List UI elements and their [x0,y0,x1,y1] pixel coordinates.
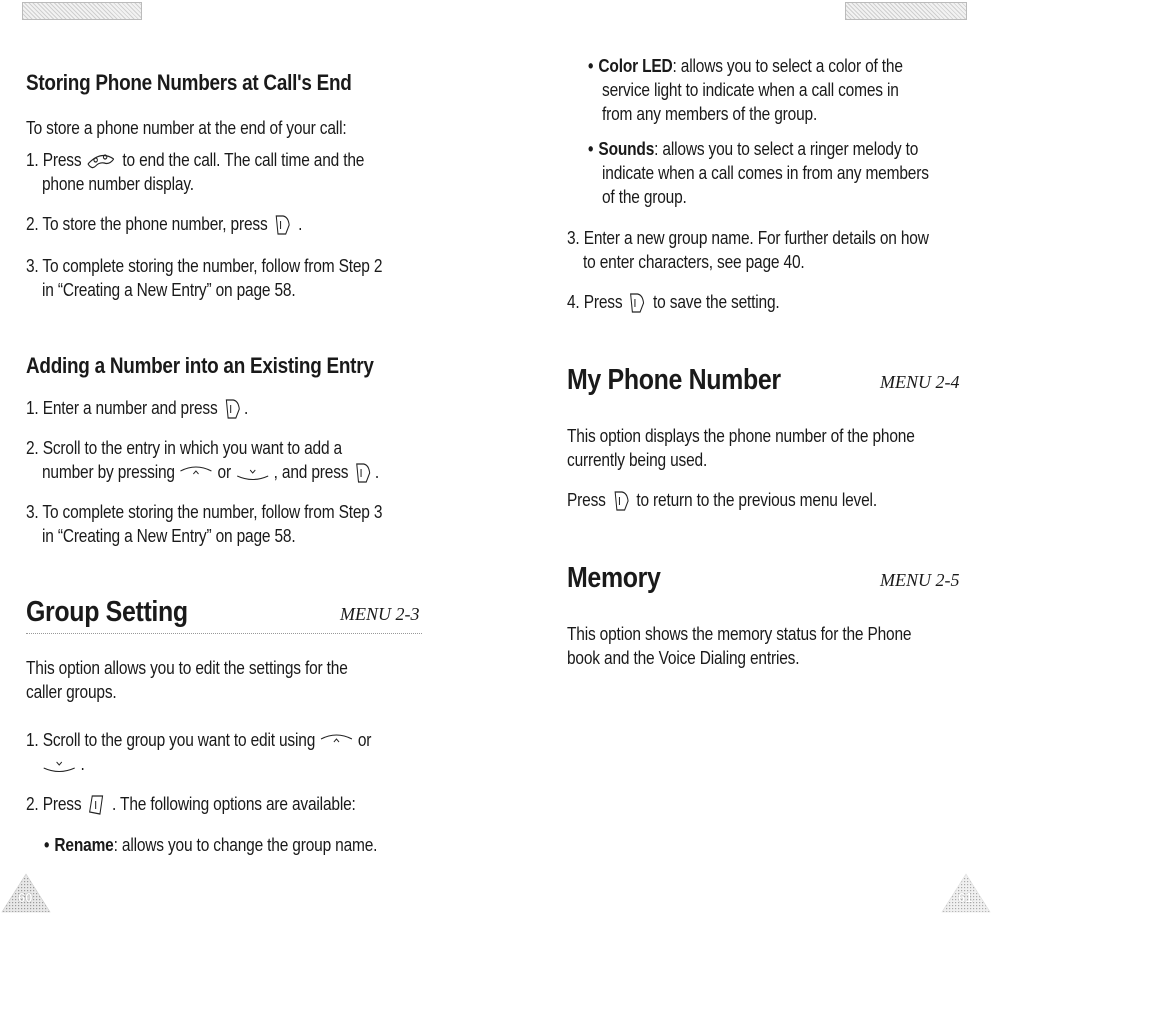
soft-key-icon [272,213,294,237]
my-number-text: This option displays the phone number of the phone [567,426,915,446]
adding-step2: 2. Scroll to the entry in which you want to add a [26,438,342,458]
storing-step1 [26,148,364,172]
right-step3-cont: to enter characters, see page 40. [583,252,805,272]
storing-step2 [26,212,302,237]
text: . [374,462,379,482]
adding-step3-cont: in “Creating a New Entry” on page 58. [42,526,296,546]
adding-step2-cont [42,460,379,485]
section-rule [26,633,422,634]
sounds-cont2: of the group. [602,187,687,207]
my-number-text-cont: currently being used. [567,450,708,470]
group-intro: This option allows you to edit the settings for the [26,658,348,678]
sounds-option [588,137,918,161]
text: 2. To store the phone number, press [26,214,268,234]
text: 4. Press [567,292,623,312]
group-intro-cont: caller groups. [26,682,117,702]
page-number: 60 [18,890,33,905]
heading-memory: Memory [567,562,661,594]
memory-text-cont: book and the Voice Dialing entries. [567,648,800,668]
soft-key-icon [222,397,244,421]
heading-group-setting: Group Setting [26,596,188,628]
group-step2 [26,792,356,817]
heading-adding: Adding a Number into an Existing Entry [26,353,374,378]
bullet [44,835,54,855]
adding-step1 [26,396,248,421]
text: to end the call. The call time and the [122,150,365,170]
rename-option [44,833,377,857]
menu-key-icon [86,793,108,817]
down-key-icon [42,757,76,773]
storing-step1-cont: phone number display. [42,174,194,194]
text: or [357,730,372,750]
left-header-box [22,2,142,20]
up-key-icon [179,465,213,481]
end-key-icon [86,150,119,172]
bullet [588,56,598,76]
sounds-cont1: indicate when a call comes in from any members [602,163,929,183]
menu-code: MENU 2-4 [880,372,960,392]
heading-storing: Storing Phone Numbers at Call's End [26,70,352,95]
text: Press [567,490,606,510]
group-step1 [26,728,371,752]
right-step3: 3. Enter a new group name. For further details on how [567,228,929,248]
storing-intro: To store a phone number at the end of your call: [26,118,347,138]
text: to save the setting. [653,292,780,312]
text: : allows you to change the group name. [113,835,378,855]
bullet [588,139,598,159]
text: . [298,214,303,234]
color-led-cont2: from any members of the group. [602,104,818,124]
text: 1. Press [26,150,82,170]
menu-code: MENU 2-3 [340,604,420,624]
menu-code: MENU 2-5 [880,570,960,590]
text: : allows you to select a ringer melody to [654,139,919,159]
back-key-icon [610,489,632,513]
text: 1. Enter a number and press [26,398,218,418]
adding-step3: 3. To complete storing the number, follow from Step 3 [26,502,383,522]
option-label: Sounds [598,139,655,159]
page-number: 61 [958,890,973,905]
color-led-cont1: service light to indicate when a call comes in [602,80,899,100]
storing-step3: 3. To complete storing the number, follow from Step 2 [26,256,383,276]
text: 2. Press [26,794,82,814]
text: number by pressing [42,462,175,482]
color-led-option [588,54,903,78]
up-key-icon [319,733,353,749]
option-label: Rename [54,835,114,855]
storing-step3-cont: in “Creating a New Entry” on page 58. [42,280,296,300]
my-number-press [567,488,877,513]
text: to return to the previous menu level. [636,490,877,510]
heading-my-phone-number: My Phone Number [567,364,781,396]
memory-text: This option shows the memory status for the Phone [567,624,912,644]
down-key-icon [235,465,269,481]
soft-key-icon [352,461,374,485]
text: or [217,462,231,482]
option-label: Color LED [598,56,673,76]
text: : allows you to select a color of the [672,56,903,76]
soft-key-icon [627,291,649,315]
right-header-box [845,2,967,20]
group-step1-cont [42,752,85,776]
right-step4 [567,290,780,315]
text: . [80,754,85,774]
text: 1. Scroll to the group you want to edit using [26,730,316,750]
text: , and press [273,462,349,482]
text: . The following options are available: [112,794,356,814]
text: . [244,398,249,418]
